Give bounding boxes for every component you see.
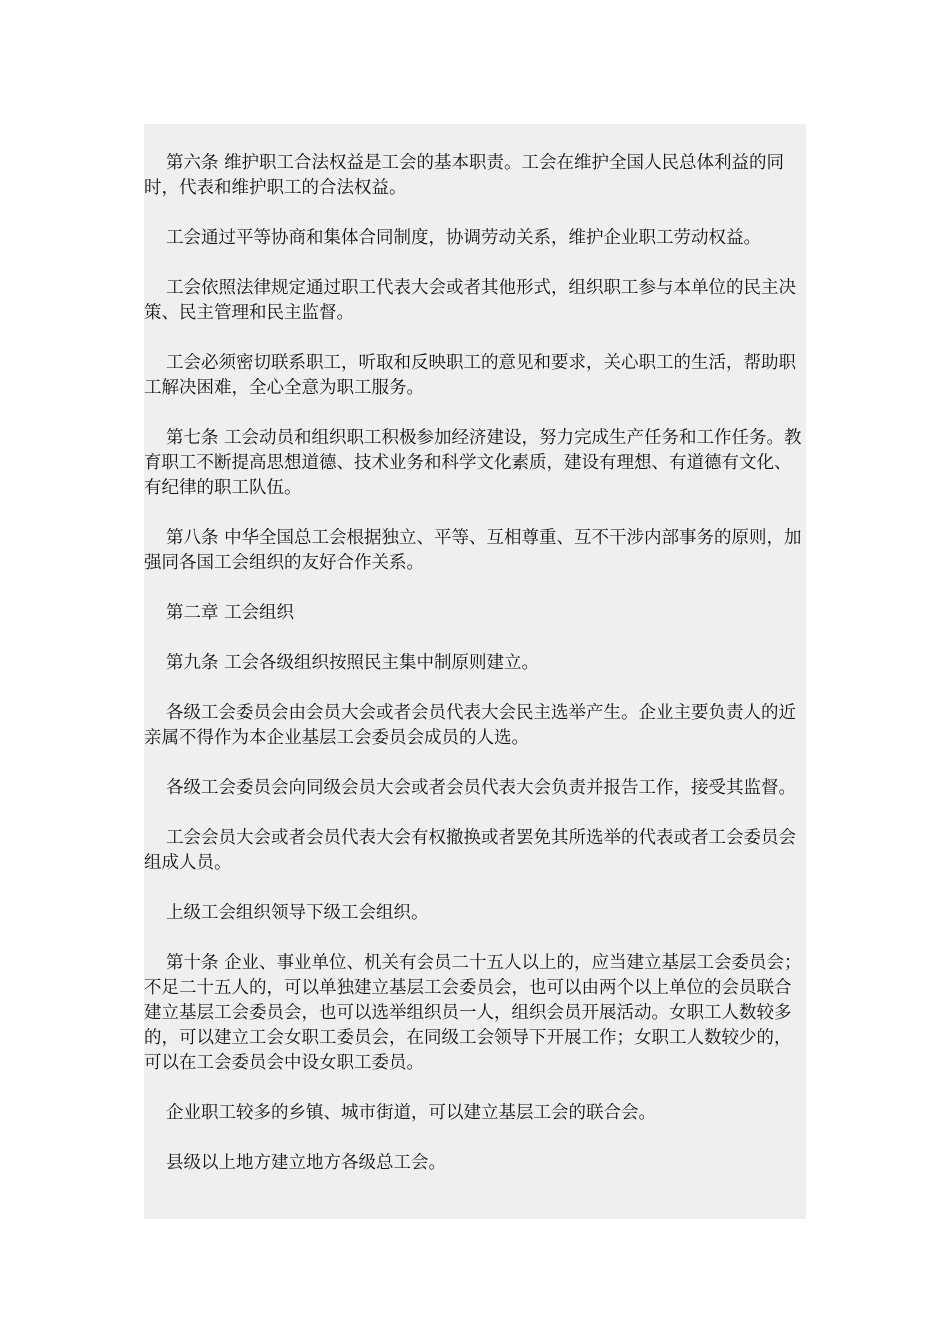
paragraph-democratic-management: 工会依照法律规定通过职工代表大会或者其他形式，组织职工参与本单位的民主决策、民主管理和民主监督。 <box>144 278 796 323</box>
paragraph-article-9: 第九条 工会各级组织按照民主集中制原则建立。 <box>166 653 540 673</box>
paragraph-serve-workers: 工会必须密切联系职工，听取和反映职工的意见和要求，关心职工的生活，帮助职工解决困难，全心全意为职工服务。 <box>144 353 796 398</box>
paragraph-county-federation: 县级以上地方建立地方各级总工会。 <box>166 1153 446 1173</box>
document-body <box>144 124 806 1219</box>
paragraph-committee-report: 各级工会委员会向同级会员大会或者会员代表大会负责并报告工作，接受其监督。 <box>166 778 796 798</box>
paragraph-article-10: 第十条 企业、事业单位、机关有会员二十五人以上的，应当建立基层工会委员会；不足二十五人的，可以单独建立基层工会委员会，也可以由两个以上单位的会员联合建立基层工会委员会，也可以选举组织员一人，组织会员开展活动。女职工人数较多的，可以建立工会女职工委员会，在同级工会领导下开展工作；女职工人数较少的，可以在工会委员会中设女职工委员。 <box>144 953 802 1073</box>
paragraph-article-7: 第七条 工会动员和组织职工积极参加经济建设，努力完成生产任务和工作任务。教育职工不断提高思想道德、技术业务和科学文化素质，建设有理想、有道德有文化、有纪律的职工队伍。 <box>144 428 802 498</box>
paragraph-recall-right: 工会会员大会或者会员代表大会有权撤换或者罢免其所选举的代表或者工会委员会组成人员。 <box>144 828 796 873</box>
paragraph-township-federation: 企业职工较多的乡镇、城市街道，可以建立基层工会的联合会。 <box>166 1103 656 1123</box>
paragraph-article-8: 第八条 中华全国总工会根据独立、平等、互相尊重、互不干涉内部事务的原则，加强同各国工会组织的友好合作关系。 <box>144 528 802 573</box>
chapter-heading-2: 第二章 工会组织 <box>166 603 295 623</box>
paragraph-committee-election: 各级工会委员会由会员大会或者会员代表大会民主选举产生。企业主要负责人的近亲属不得作为本企业基层工会委员会成员的人选。 <box>144 703 796 748</box>
paragraph-hierarchy: 上级工会组织领导下级工会组织。 <box>166 903 429 923</box>
paragraph-collective-bargaining: 工会通过平等协商和集体合同制度，协调劳动关系，维护企业职工劳动权益。 <box>166 228 761 248</box>
paragraph-article-6: 第六条 维护职工合法权益是工会的基本职责。工会在维护全国人民总体利益的同时，代表和维护职工的合法权益。 <box>144 153 785 198</box>
